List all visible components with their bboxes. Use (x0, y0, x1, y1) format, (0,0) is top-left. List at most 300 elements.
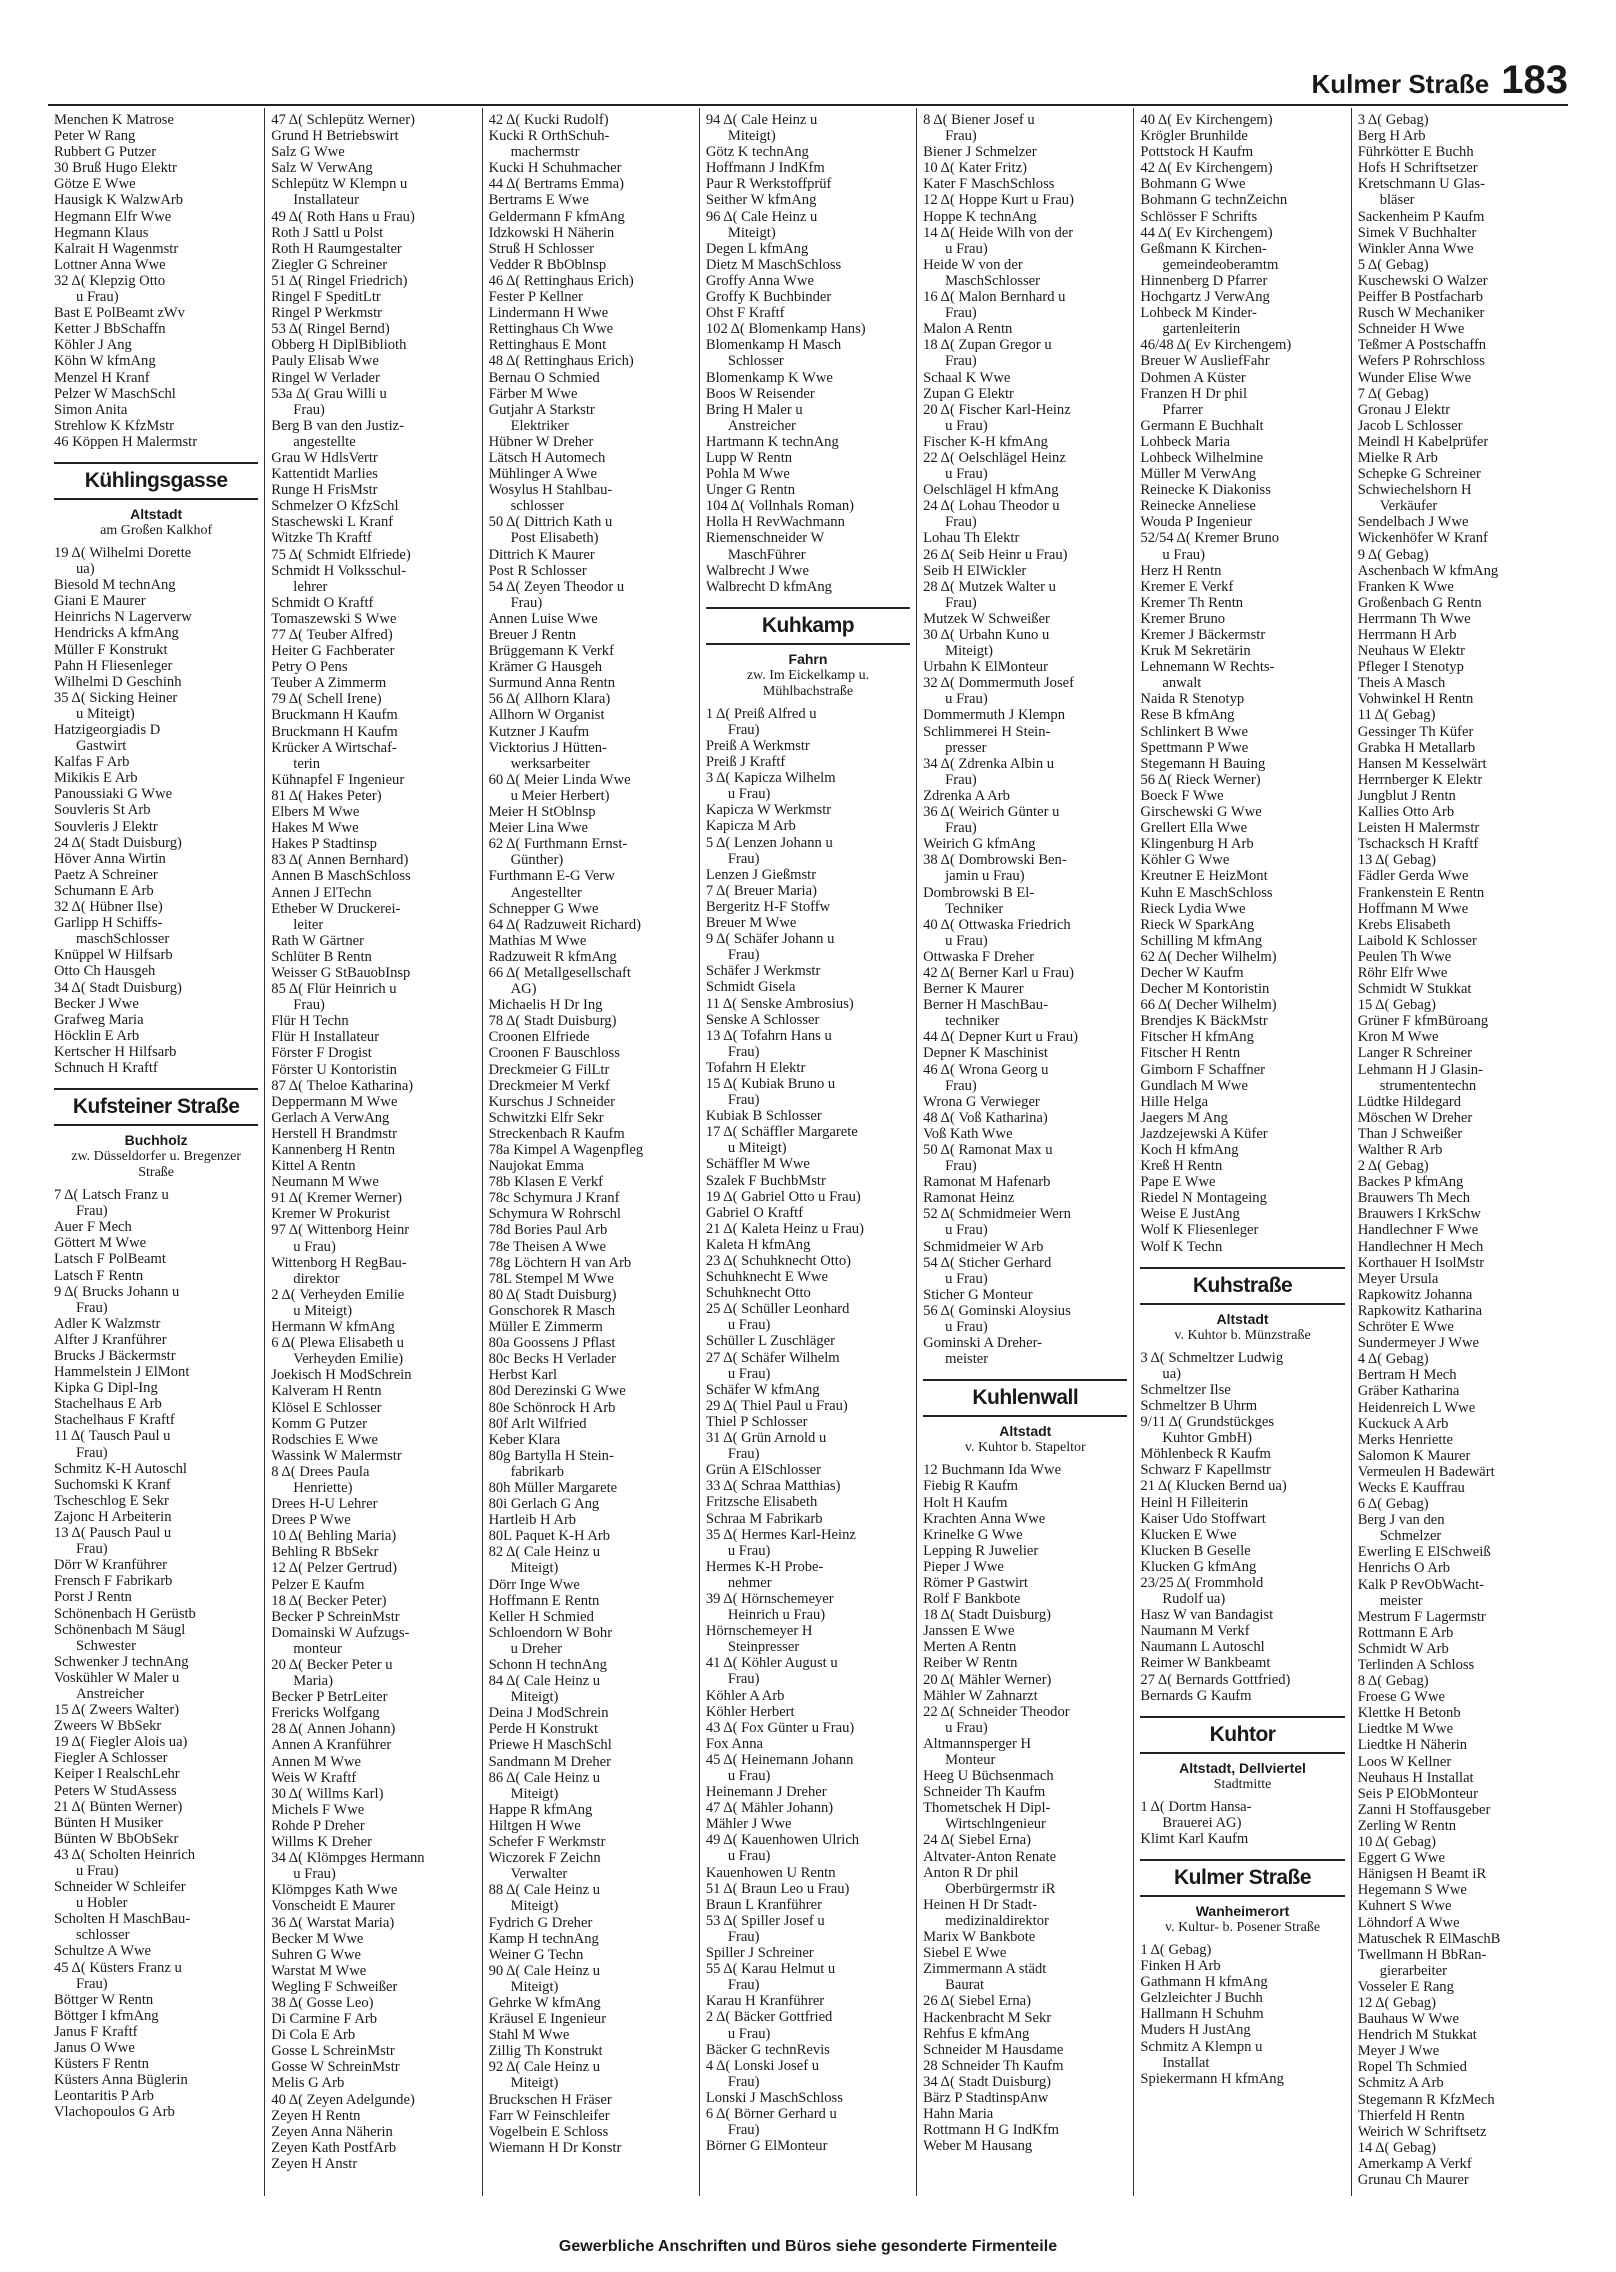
resident-entry: Frau) (945, 594, 977, 611)
resident-entry: Matuschek R ElMaschB (1357, 1930, 1501, 1947)
resident-entry: Lüdtke Hildegard (1357, 1093, 1462, 1110)
resident-entry: u Frau) (76, 1863, 119, 1879)
resident-entry: 14 Δ( Gebag) (1357, 2139, 1436, 2156)
resident-entry: Suchomski K Kranf (54, 1476, 171, 1493)
resident-entry: Streckenbach R Kaufm (488, 1125, 625, 1142)
resident-entry: u Frau) (945, 466, 988, 483)
resident-entry: Grellert Ella Wwe (1140, 820, 1248, 837)
resident-entry: Böttger W Rentn (54, 1991, 154, 2008)
resident-entry: Gastwirt (76, 738, 127, 755)
resident-entry: Deina J ModSchrein (488, 1705, 609, 1722)
resident-entry: Hallmann H Schuhm (1140, 2006, 1264, 2023)
resident-entry: techniker (945, 1013, 1000, 1030)
resident-entry: Maria) (293, 1673, 333, 1690)
resident-entry: Hansen M Kesselwärt (1357, 755, 1487, 772)
header-rule (48, 104, 1568, 106)
resident-entry: Köhler A Arb (705, 1687, 785, 1704)
resident-entry: Souvleris J Elektr (54, 818, 158, 835)
resident-entry: Hegemann S Wwe (1357, 1882, 1467, 1899)
resident-entry: Mühlinger A Wwe (488, 466, 597, 483)
resident-entry: Schlosser (727, 353, 784, 370)
resident-entry: Kreß H Rentn (1140, 1158, 1223, 1175)
resident-entry: Behling R BbSekr (271, 1544, 379, 1561)
directory-column-4 (700, 108, 917, 2196)
resident-entry: Wegling F Schweißer (271, 1978, 398, 1995)
resident-entry: Kalfas F Arb (54, 754, 130, 771)
resident-entry: u Frau) (727, 1317, 771, 1334)
resident-entry: Möhlenbeck R Kaufm (1140, 1446, 1271, 1463)
resident-entry: Hille Helga (1140, 1093, 1209, 1110)
resident-entry: 2 Δ( Verheyden Emilie (271, 1286, 405, 1303)
resident-entry: Elektriker (510, 417, 569, 434)
resident-entry: Schultze A Wwe (54, 1943, 152, 1960)
resident-entry: 21 Δ( Bünten Werner) (54, 1798, 183, 1815)
resident-entry: 78 Δ( Stadt Duisburg) (488, 1013, 617, 1030)
resident-entry: Koch H kfmAng (1140, 1142, 1239, 1158)
resident-entry: Menchen K Matrose (54, 112, 174, 128)
resident-entry: Frericks Wolfgang (271, 1705, 380, 1722)
resident-entry: Schmitz K-H Autoschl (54, 1460, 187, 1477)
resident-entry: Unger G Rentn (705, 482, 796, 499)
resident-entry: Twellmann H BbRan- (1357, 1946, 1487, 1963)
resident-entry: Salz W VerwAng (271, 160, 373, 177)
resident-entry: 52/54 Δ( Kremer Bruno (1140, 530, 1280, 547)
resident-entry: Handlechner H Mech (1357, 1238, 1484, 1255)
resident-entry: Becker J Wwe (54, 995, 139, 1012)
resident-entry: Annen M Wwe (271, 1753, 361, 1770)
resident-entry: Spiller J Schreiner (705, 1945, 814, 1962)
resident-entry: 33 Δ( Schraa Matthias) (705, 1478, 841, 1495)
resident-entry: 18 Δ( Stadt Duisburg) (923, 1607, 1052, 1624)
resident-entry: Frau) (945, 820, 977, 837)
resident-entry: 66 Δ( Metallgesellschaft (488, 964, 631, 981)
directory-column-2 (265, 108, 482, 2196)
resident-entry: 23 Δ( Schuhknecht Otto) (705, 1253, 852, 1269)
resident-entry: Bruckmann H Kaufm (271, 707, 398, 724)
resident-entry: Pieper J Wwe (923, 1558, 1004, 1575)
resident-entry: Schraa M Fabrikarb (705, 1510, 823, 1527)
resident-entry: Gosse L SchreinMstr (271, 2043, 395, 2060)
resident-entry: Heinrichs N Lagerverw (54, 609, 192, 626)
resident-entry: Hoffmann M Wwe (1357, 900, 1469, 917)
resident-entry: Frau) (727, 1092, 760, 1109)
resident-entry: u Frau) (76, 289, 119, 306)
resident-entry: Pfleger I Stenotyp (1357, 659, 1464, 676)
resident-entry: Kubiak B Schlosser (705, 1108, 822, 1125)
resident-entry: Miteigt) (510, 1689, 559, 1706)
resident-entry: u Frau) (727, 1768, 771, 1784)
district-name: Altstadt (130, 505, 183, 522)
resident-entry: 28 Δ( Annen Johann) (271, 1721, 396, 1738)
resident-entry: Boeck F Wwe (1140, 787, 1224, 804)
resident-entry: Warstat M Wwe (271, 1962, 367, 1979)
resident-entry: Heinrich u Frau) (727, 1607, 826, 1624)
resident-entry: 80g Bartylla H Stein- (488, 1447, 614, 1464)
resident-entry: Altvater-Anton Renate (923, 1848, 1057, 1865)
resident-entry: Leontaritis P Arb (54, 2088, 154, 2105)
resident-entry: Merks Henriette (1357, 1431, 1453, 1448)
resident-entry: Stachelhaus F Kraftf (54, 1412, 175, 1429)
resident-entry: Farr W Feinschleifer (488, 2107, 610, 2124)
resident-entry: Frau) (727, 2073, 760, 2090)
resident-entry: ua) (1162, 1365, 1182, 1382)
resident-entry: Frau) (945, 353, 977, 370)
resident-entry: bläser (1379, 192, 1415, 209)
resident-entry: 3 Δ( Kapicza Wilhelm (705, 770, 836, 787)
resident-entry: 13 Δ( Tofahrn Hans u (705, 1027, 832, 1044)
resident-entry: Kalrait H Wagenmstr (54, 240, 179, 257)
resident-entry: strumententechn (1379, 1077, 1477, 1094)
resident-entry: Becker P BetrLeiter (271, 1689, 388, 1706)
resident-entry: 40 Δ( Ev Kirchengem) (1140, 112, 1273, 128)
resident-entry: Frau) (945, 1158, 977, 1175)
resident-entry: Blomenkamp K Wwe (705, 369, 833, 386)
resident-entry: u Frau) (945, 1270, 988, 1287)
resident-entry: u Frau) (727, 786, 771, 803)
resident-entry: u Frau) (945, 1319, 988, 1336)
resident-entry: Wouda P Ingenieur (1140, 514, 1253, 531)
street-range-note: v. Kuhtor b. Münzstraße (1174, 1327, 1311, 1343)
resident-entry: Rottmann E Arb (1357, 1624, 1454, 1641)
resident-entry: Walther R Arb (1357, 1142, 1443, 1158)
resident-entry: Langer R Schreiner (1357, 1045, 1472, 1062)
resident-entry: Lohbeck Maria (1140, 433, 1230, 450)
resident-entry: Schmidt H Volksschul- (271, 562, 407, 579)
resident-entry: Krücker A Wirtschaf- (271, 739, 397, 756)
resident-entry: Miteigt) (510, 1898, 559, 1915)
resident-entry: 28 Δ( Mutzek Walter u (923, 578, 1056, 595)
resident-entry: Janus F Kraftf (54, 2023, 138, 2040)
resident-entry: Vogelbein E Schloss (488, 2123, 609, 2140)
resident-entry: Pfarrer (1162, 401, 1203, 418)
resident-entry: Garlipp H Schiffs- (54, 915, 163, 932)
resident-entry: Reimer W Bankbeamt (1140, 1655, 1271, 1672)
resident-entry: Brauwers I KrkSchw (1357, 1206, 1481, 1223)
resident-entry: 29 Δ( Thiel Paul u Frau) (705, 1397, 848, 1414)
resident-entry: Miteigt) (945, 643, 993, 660)
resident-entry: Di Cola E Arb (271, 2027, 356, 2044)
resident-entry: 12 Δ( Pelzer Gertrud) (271, 1560, 397, 1577)
resident-entry: Lindermann H Wwe (488, 305, 609, 322)
resident-entry: Klömpges Kath Wwe (271, 1882, 398, 1899)
resident-entry: 40 Δ( Zeyen Adelgunde) (271, 2091, 415, 2108)
resident-entry: Kallies Otto Arb (1357, 804, 1455, 821)
resident-entry: 11 Δ( Tausch Paul u (54, 1428, 171, 1445)
resident-entry: 102 Δ( Blomenkamp Hans) (705, 321, 866, 338)
resident-entry: u Frau) (293, 1866, 336, 1883)
resident-entry: Gelzleichter J Buchh (1140, 1990, 1263, 2007)
resident-entry: Schlinkert B Wwe (1140, 723, 1248, 740)
resident-entry: Lohbeck Wilhelmine (1140, 449, 1264, 466)
resident-entry: Frau) (727, 2122, 760, 2139)
resident-entry: Anstreicher (76, 1685, 145, 1702)
resident-entry: Theis A Masch (1357, 675, 1446, 692)
resident-entry: Sackenheim P Kaufm (1357, 208, 1485, 225)
resident-entry: Klingenburg H Arb (1140, 836, 1254, 853)
resident-entry: Schmidt W Arb (1357, 1640, 1449, 1657)
resident-entry: Kaleta H kfmAng (705, 1236, 811, 1253)
resident-entry: Fester P Kellner (488, 289, 583, 306)
resident-entry: Rettinghaus Ch Wwe (488, 321, 614, 338)
resident-entry: Fitscher H kfmAng (1140, 1029, 1254, 1046)
resident-entry: 79 Δ( Schell Irene) (271, 691, 382, 708)
resident-entry: 4 Δ( Lonski Josef u (705, 2057, 820, 2074)
resident-entry: Schneider Th Kaufm (923, 1784, 1046, 1801)
resident-entry: Wittenborg H RegBau- (271, 1254, 407, 1271)
resident-entry: Kremer E Verkf (1140, 578, 1234, 595)
resident-entry: Schlüter B Rentn (271, 948, 372, 965)
resident-entry: 24 Δ( Lohau Theodor u (923, 498, 1060, 515)
resident-entry: Loos W Kellner (1357, 1753, 1452, 1770)
resident-entry: Miteigt) (510, 1978, 559, 1995)
resident-entry: 48 Δ( Voß Katharina) (923, 1109, 1048, 1126)
resident-entry: Krögler Brunhilde (1140, 128, 1248, 145)
resident-entry: 36 Δ( Warstat Maria) (271, 1914, 395, 1931)
resident-entry: 6 Δ( Plewa Elisabeth u (271, 1335, 404, 1352)
resident-entry: Furthmann E-G Verw (488, 868, 615, 885)
resident-entry: Seither W kfmAng (705, 192, 817, 209)
resident-entry: Hartmann K technAng (705, 433, 839, 450)
resident-entry: 56 Δ( Rieck Werner) (1140, 771, 1261, 788)
resident-entry: Liedtke M Wwe (1357, 1721, 1454, 1738)
resident-entry: 78L Stempel M Wwe (488, 1270, 614, 1287)
resident-entry: Förster F Drogist (271, 1045, 372, 1062)
resident-entry: Sundermeyer J Wwe (1357, 1335, 1479, 1352)
resident-entry: Hegmann Klaus (54, 224, 149, 241)
resident-entry: Rieck W SparkAng (1140, 916, 1255, 933)
resident-entry: Willms K Dreher (271, 1834, 373, 1851)
resident-entry: Herstell H Brandmstr (271, 1125, 397, 1142)
resident-entry: u Frau) (1162, 546, 1205, 563)
resident-entry: Schmeltzer B Uhrm (1140, 1397, 1258, 1414)
resident-entry: Rohde P Dreher (271, 1817, 365, 1834)
resident-entry: Stachelhaus E Arb (54, 1396, 162, 1413)
resident-entry: Altmannsperger H (923, 1735, 1032, 1752)
resident-entry: MaschSchlosser (945, 272, 1040, 289)
resident-entry: Geßmann K Kirchen- (1140, 240, 1267, 257)
resident-entry: Jaegers M Ang (1140, 1109, 1228, 1126)
resident-entry: Croonen F Bauschloss (488, 1045, 620, 1062)
resident-entry: Than J Schweißer (1357, 1125, 1463, 1142)
resident-entry: Vonscheidt E Maurer (271, 1898, 396, 1915)
resident-entry: Franzen H Dr phil (1140, 385, 1247, 402)
resident-entry: Lottner Anna Wwe (54, 256, 166, 273)
resident-entry: 8 Δ( Drees Paula (271, 1463, 370, 1480)
resident-entry: Hackenbracht M Sekr (923, 2009, 1052, 2026)
resident-entry: Rettinghaus E Mont (488, 337, 607, 354)
resident-entry: Hoppe K technAng (923, 208, 1037, 225)
resident-entry: Michels F Wwe (271, 1801, 365, 1818)
resident-entry: 55 Δ( Karau Helmut u (705, 1961, 836, 1978)
resident-entry: Groffy Anna Wwe (705, 272, 814, 289)
resident-entry: leiter (293, 916, 324, 933)
resident-entry: Vicktorius J Hütten- (488, 739, 607, 756)
resident-entry: Bäcker G technRevis (705, 2041, 830, 2058)
resident-entry: 53 Δ( Spiller Josef u (705, 1912, 825, 1929)
resident-entry: Lohbeck M Kinder- (1140, 305, 1257, 322)
resident-entry: Urbahn K ElMonteur (923, 659, 1048, 676)
resident-entry: Führkötter E Buchh (1357, 144, 1474, 161)
resident-entry: Geldermann F kfmAng (488, 208, 625, 225)
resident-entry: Fädler Gerda Wwe (1357, 868, 1469, 885)
resident-entry: 80a Goossens J Pflast (488, 1335, 616, 1352)
resident-entry: 62 Δ( Decher Wilhelm) (1140, 948, 1277, 965)
resident-entry: Krebs Elisabeth (1357, 916, 1451, 933)
resident-entry: 46 Δ( Wrona Georg u (923, 1061, 1049, 1078)
resident-entry: Steinpresser (727, 1639, 800, 1656)
resident-entry: Kuschewski O Walzer (1357, 272, 1488, 289)
resident-entry: Anstreicher (727, 417, 796, 434)
resident-entry: 6 Δ( Gebag) (1357, 1496, 1429, 1513)
resident-entry: Hermes K-H Probe- (705, 1558, 824, 1575)
resident-entry: Zeyen H Rentn (271, 2107, 361, 2124)
resident-entry: Backes P kfmAng (1357, 1174, 1464, 1191)
resident-entry: Großenbach G Rentn (1357, 594, 1482, 611)
resident-entry: Peters W StudAssess (54, 1782, 177, 1799)
resident-entry: 17 Δ( Schäffler Margarete (705, 1124, 858, 1141)
resident-entry: Installateur (293, 192, 359, 209)
resident-entry: Wrona G Verwieger (923, 1093, 1040, 1110)
resident-entry: Kremer J Bäckermstr (1140, 627, 1266, 643)
resident-entry: Schilling M kfmAng (1140, 932, 1263, 949)
resident-entry: Schmelzer O KfzSchl (271, 498, 399, 515)
resident-entry: Grabka H Metallarb (1357, 739, 1476, 756)
resident-entry: Naumann M Verkf (1140, 1623, 1250, 1640)
resident-entry: 11 Δ( Gebag) (1357, 707, 1436, 724)
district-name: Altstadt (1216, 1310, 1269, 1327)
resident-entry: 34 Δ( Klömpges Hermann (271, 1850, 425, 1867)
resident-entry: 5 Δ( Gebag) (1357, 256, 1429, 273)
resident-entry: 85 Δ( Flür Heinrich u (271, 981, 397, 998)
resident-entry: Dittrich K Maurer (488, 546, 595, 563)
resident-entry: 91 Δ( Kremer Werner) (271, 1190, 402, 1207)
resident-entry: 27 Δ( Schäfer Wilhelm (705, 1349, 840, 1366)
resident-entry: Installat (1162, 2054, 1210, 2071)
resident-entry: Schlösser F Schrifts (1140, 208, 1258, 225)
resident-entry: Neuhaus H Installat (1357, 1769, 1474, 1786)
resident-entry: Zanni H Stoffausgeber (1357, 1801, 1491, 1818)
resident-entry: 31 Δ( Grün Arnold u (705, 1430, 827, 1447)
resident-entry: Elbers M Wwe (271, 804, 360, 821)
resident-entry: 88 Δ( Cale Heinz u (488, 1882, 601, 1899)
resident-entry: Zillig Th Konstrukt (488, 2043, 603, 2060)
resident-entry: Zerling W Rentn (1357, 1817, 1457, 1834)
resident-entry: Schüller L Zuschläger (705, 1333, 835, 1350)
resident-entry: Schönenbach H Gerüstb (54, 1605, 196, 1622)
resident-entry: Adler K Walzmstr (54, 1315, 161, 1332)
resident-entry: Runge H FrisMstr (271, 482, 378, 499)
resident-entry: 13 Δ( Pausch Paul u (54, 1525, 172, 1542)
resident-entry: 78a Kimpel A Wagenpfleg (488, 1142, 644, 1158)
resident-entry: 80c Becks H Verlader (488, 1351, 616, 1368)
resident-entry: Kucki R OrthSchuh- (488, 128, 610, 145)
resident-entry: u Hobler (76, 1895, 128, 1912)
street-range-note: zw. Im Eickelkamp u. Mühlbachstraße (746, 667, 870, 699)
resident-entry: 42 Δ( Kucki Rudolf) (488, 112, 609, 128)
resident-entry: Knüppel W Hilfsarb (54, 947, 173, 964)
resident-entry: Bertram H Mech (1357, 1367, 1457, 1384)
resident-entry: Breuer J Rentn (488, 627, 577, 643)
resident-entry: anwalt (1162, 675, 1202, 692)
resident-entry: Souvleris St Arb (54, 802, 151, 819)
resident-entry: Schröter E Wwe (1357, 1319, 1454, 1336)
resident-entry: Pauly Elisab Wwe (271, 353, 379, 370)
resident-entry: 3 Δ( Gebag) (1357, 112, 1429, 128)
resident-entry: 80i Gerlach G Ang (488, 1496, 600, 1513)
resident-entry: Mielke R Arb (1357, 449, 1438, 466)
resident-entry: 16 Δ( Malon Bernhard u (923, 289, 1066, 306)
resident-entry: Kertscher H Hilfsarb (54, 1043, 177, 1060)
resident-entry: Rudolf ua) (1162, 1591, 1226, 1608)
resident-entry: u Frau) (945, 240, 988, 257)
resident-entry: 9/11 Δ( Grundstückges (1140, 1414, 1275, 1431)
resident-entry: Bring H Maler u (705, 401, 803, 418)
resident-entry: Frau) (293, 401, 325, 418)
resident-entry: Lepping R Juwelier (923, 1542, 1039, 1559)
resident-entry: Köhler Herbert (705, 1703, 795, 1720)
resident-entry: 10 Δ( Gebag) (1357, 1834, 1436, 1851)
resident-entry: Schneider W Schleifer (54, 1879, 186, 1896)
resident-entry: 28 Schneider Th Kaufm (923, 2057, 1064, 2074)
resident-entry: 80h Müller Margarete (488, 1479, 618, 1496)
resident-entry: 21 Δ( Kaleta Heinz u Frau) (705, 1220, 864, 1237)
resident-entry: Schmidt Gisela (705, 979, 796, 996)
resident-entry: Melis G Arb (271, 2075, 345, 2092)
resident-entry: Henrichs O Arb (1357, 1560, 1451, 1577)
resident-entry: Frau) (727, 721, 760, 738)
resident-entry: 62 Δ( Furthmann Ernst- (488, 836, 628, 853)
resident-entry: Böttger I kfmAng (54, 2007, 159, 2024)
resident-entry: Mähler W Zahnarzt (923, 1687, 1038, 1704)
resident-entry: Hegmann Elfr Wwe (54, 208, 172, 225)
resident-entry: 90 Δ( Cale Heinz u (488, 1962, 601, 1979)
resident-entry: 23/25 Δ( Frommhold (1140, 1574, 1264, 1591)
resident-entry: Ringel F SpeditLtr (271, 289, 381, 306)
resident-entry: Wunder Elise Wwe (1357, 369, 1472, 386)
resident-entry: 32 Δ( Klepzig Otto (54, 272, 166, 289)
resident-entry: Dohmen A Küster (1140, 369, 1246, 386)
resident-entry: Schmitz A Arb (1357, 2075, 1444, 2092)
resident-entry: Zeyen H Anstr (271, 2155, 358, 2172)
resident-entry: Gosse W SchreinMstr (271, 2059, 400, 2076)
resident-entry: medizinaldirektor (945, 1912, 1049, 1929)
resident-entry: Gessinger Th Küfer (1357, 723, 1474, 740)
resident-entry: 53 Δ( Ringel Bernd) (271, 321, 390, 338)
resident-entry: meister (1379, 1592, 1423, 1609)
street-range-note: v. Kultur- b. Posener Straße (1164, 1920, 1321, 1935)
resident-entry: 45 Δ( Küsters Franz u (54, 1959, 182, 1976)
resident-entry: Zeyen Anna Näherin (271, 2123, 393, 2140)
resident-entry: Weirich G kfmAng (923, 836, 1036, 853)
resident-entry: Hartleib H Arb (488, 1512, 577, 1529)
resident-entry: Walbrecht D kfmAng (705, 578, 832, 595)
resident-entry: Grund H Betriebswirt (271, 128, 399, 145)
resident-entry: Decher M Kontoristin (1140, 981, 1270, 998)
resident-entry: 51 Δ( Braun Leo u Frau) (705, 1880, 850, 1897)
resident-entry: Paur R Werkstoffprüf (705, 176, 832, 193)
resident-entry: 7 Δ( Latsch Franz u (54, 1187, 169, 1204)
directory-column-1 (48, 108, 265, 2196)
resident-entry: Baurat (945, 1977, 985, 1994)
resident-entry: Hahn Maria (923, 2106, 994, 2123)
resident-entry: Roth H Raumgestalter (271, 240, 402, 257)
resident-entry: 46/48 Δ( Ev Kirchengem) (1140, 337, 1292, 354)
resident-entry: 30 Bruß Hugo Elektr (54, 160, 177, 177)
resident-entry: Miteigt) (510, 2075, 559, 2092)
resident-entry: u Frau) (945, 691, 988, 708)
resident-entry: Hendricks A kfmAng (54, 625, 179, 642)
resident-entry: Zeyen Kath PostfArb (271, 2139, 397, 2156)
